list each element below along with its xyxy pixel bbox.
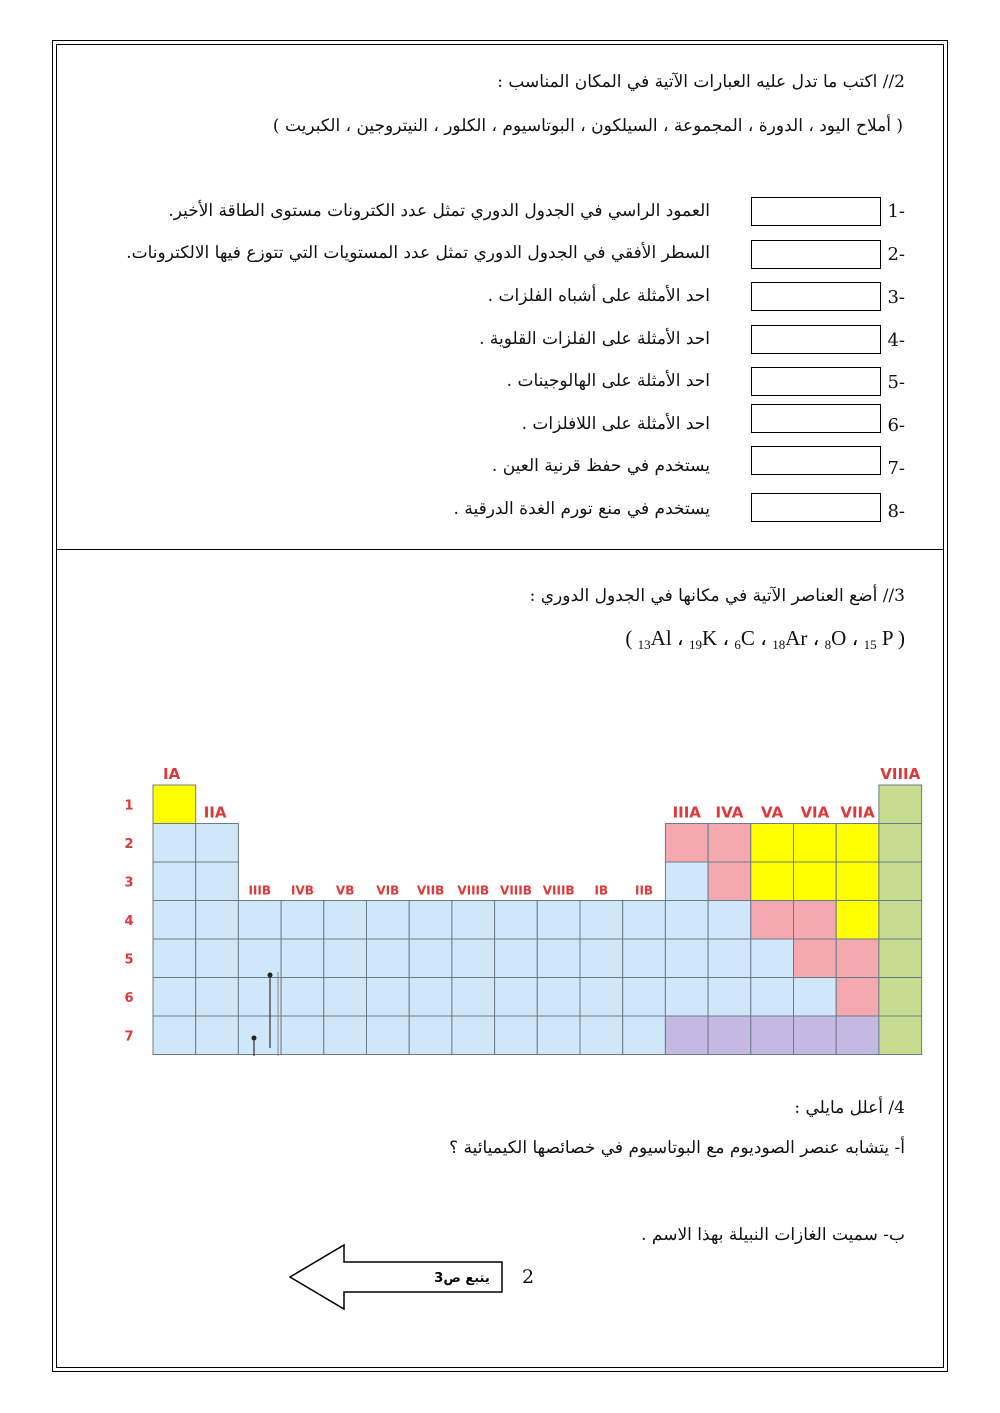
table-cell[interactable] <box>196 824 239 863</box>
table-cell[interactable] <box>580 1016 623 1055</box>
table-cell[interactable] <box>281 1016 324 1055</box>
element-al: $_{13}$Al <box>637 626 672 652</box>
table-cell[interactable] <box>751 1016 794 1055</box>
answer-box-1[interactable] <box>751 197 881 226</box>
table-cell[interactable] <box>367 1016 410 1055</box>
table-cell[interactable] <box>238 978 281 1017</box>
period-label: 5 <box>124 952 134 968</box>
group-label: VIIIB <box>500 883 532 898</box>
table-cell[interactable] <box>452 1016 495 1055</box>
table-cell[interactable] <box>367 901 410 940</box>
group-label: VIA <box>800 803 830 822</box>
table-cell[interactable] <box>751 824 794 863</box>
group-label: IB <box>594 883 609 898</box>
group-label: VIB <box>376 883 400 898</box>
period-label: 7 <box>124 1029 134 1045</box>
table-cell[interactable] <box>836 939 879 978</box>
table-cell[interactable] <box>879 824 922 863</box>
group-label: VIIIB <box>457 883 490 898</box>
table-cell[interactable] <box>708 939 751 978</box>
table-cell[interactable] <box>879 862 922 901</box>
table-cell[interactable] <box>324 939 367 978</box>
item-number: 8- <box>887 501 905 522</box>
table-cell[interactable] <box>324 901 367 940</box>
table-cell[interactable] <box>153 978 196 1017</box>
series-marker-dot <box>268 973 273 978</box>
table-cell[interactable] <box>794 939 837 978</box>
table-cell[interactable] <box>537 939 580 978</box>
paren-close: ( <box>625 626 633 650</box>
item-text: يستخدم في منع تورم الغدة الدرقية . <box>453 499 710 519</box>
table-cell[interactable] <box>836 824 879 863</box>
table-cell[interactable] <box>580 939 623 978</box>
table-cell[interactable] <box>665 824 708 863</box>
table-cell[interactable] <box>879 939 922 978</box>
separator: ، <box>851 626 859 650</box>
group-label: IIB <box>635 883 654 898</box>
table-cell[interactable] <box>495 1016 538 1055</box>
table-cell[interactable] <box>879 978 922 1017</box>
table-cell[interactable] <box>623 901 666 940</box>
table-cell[interactable] <box>751 939 794 978</box>
table-cell[interactable] <box>367 939 410 978</box>
table-cell[interactable] <box>879 901 922 940</box>
q4-item-a: أ- يتشابه عنصر الصوديوم مع البوتاسيوم في خصائصها الكيميائية ؟ <box>449 1138 905 1158</box>
table-cell[interactable] <box>409 1016 452 1055</box>
period-label: 6 <box>124 990 134 1006</box>
table-cell[interactable] <box>196 862 239 901</box>
table-cell[interactable] <box>281 939 324 978</box>
table-cell[interactable] <box>537 901 580 940</box>
answer-box-2[interactable] <box>751 240 881 269</box>
table-cell[interactable] <box>367 978 410 1017</box>
q3-title: 3// أضع العناصر الآتية في مكانها في الجدول الدوري : <box>529 586 905 606</box>
item-number: 4- <box>887 330 905 351</box>
period-label: 1 <box>124 798 134 814</box>
table-cell[interactable] <box>324 978 367 1017</box>
element-ar: $_{18}$Ar <box>772 626 808 652</box>
group-label: VIIB <box>416 883 445 898</box>
table-cell[interactable] <box>879 1016 922 1055</box>
item-text: احد الأمثلة على أشباه الفلزات . <box>487 286 710 306</box>
table-cell[interactable] <box>751 901 794 940</box>
table-cell[interactable] <box>794 862 837 901</box>
table-cell[interactable] <box>153 824 196 863</box>
group-label: IA <box>163 765 181 783</box>
item-text: احد الأمثلة على الفلزات القلوية . <box>479 329 710 349</box>
table-cell[interactable] <box>665 939 708 978</box>
table-cell[interactable] <box>836 978 879 1017</box>
table-cell[interactable] <box>196 1016 239 1055</box>
table-cell[interactable] <box>708 901 751 940</box>
item-text: يستخدم في حفظ قرنية العين . <box>491 456 710 476</box>
table-cell[interactable] <box>708 978 751 1017</box>
item-number: 2- <box>887 244 905 265</box>
table-cell[interactable] <box>665 1016 708 1055</box>
table-cell[interactable] <box>708 1016 751 1055</box>
table-cell[interactable] <box>281 978 324 1017</box>
table-cell[interactable] <box>324 1016 367 1055</box>
q4-item-b: ب- سميت الغازات النبيلة بهذا الاسم . <box>641 1225 905 1245</box>
table-cell[interactable] <box>452 978 495 1017</box>
table-cell[interactable] <box>495 901 538 940</box>
group-label: VIIIB <box>542 883 575 898</box>
table-cell[interactable] <box>153 1016 196 1055</box>
table-cell[interactable] <box>153 939 196 978</box>
item-text: العمود الراسي في الجدول الدوري تمثل عدد الكترونات مستوى الطاقة الأخير. <box>168 201 710 221</box>
table-cell[interactable] <box>409 978 452 1017</box>
table-cell[interactable] <box>665 901 708 940</box>
element-k: $_{19}$K <box>688 626 718 652</box>
group-label: IIA <box>203 803 227 822</box>
group-label: VA <box>761 803 784 822</box>
separator: ، <box>722 626 730 650</box>
table-cell[interactable] <box>452 901 495 940</box>
item-number: 6- <box>887 415 905 436</box>
table-cell[interactable] <box>196 939 239 978</box>
element-p: $_{15}$ P <box>863 626 893 652</box>
item-text: السطر الأفقي في الجدول الدوري تمثل عدد المستويات التي تتوزع فيها الالكترونات. <box>126 243 710 263</box>
item-number: 1- <box>887 201 905 222</box>
table-cell[interactable] <box>751 978 794 1017</box>
table-cell[interactable] <box>153 901 196 940</box>
item-number: 3- <box>887 287 905 308</box>
table-cell[interactable] <box>153 862 196 901</box>
section-divider <box>56 549 944 550</box>
table-cell[interactable] <box>580 901 623 940</box>
table-cell[interactable] <box>409 939 452 978</box>
table-cell[interactable] <box>623 978 666 1017</box>
table-cell[interactable] <box>452 939 495 978</box>
separator: ، <box>676 626 684 650</box>
item-number: 7- <box>887 458 905 479</box>
answer-box-4[interactable] <box>751 325 881 354</box>
table-cell[interactable] <box>623 1016 666 1055</box>
separator: ، <box>812 626 820 650</box>
table-cell[interactable] <box>537 978 580 1017</box>
table-cell[interactable] <box>879 785 922 824</box>
table-cell[interactable] <box>794 901 837 940</box>
table-cell[interactable] <box>836 901 879 940</box>
group-label: IVA <box>715 803 744 822</box>
table-cell[interactable] <box>537 1016 580 1055</box>
paren-open: ) <box>898 626 905 650</box>
item-number: 5- <box>887 372 905 393</box>
element-list <box>625 626 905 653</box>
answer-box-7[interactable] <box>751 446 881 475</box>
answer-box-6[interactable] <box>751 404 881 433</box>
period-label: 4 <box>124 913 134 929</box>
table-cell[interactable] <box>196 978 239 1017</box>
table-cell[interactable] <box>836 1016 879 1055</box>
answer-box-8[interactable] <box>751 493 881 522</box>
table-cell[interactable] <box>495 939 538 978</box>
separator: ، <box>760 626 767 650</box>
table-cell[interactable] <box>794 824 837 863</box>
group-label: IIIA <box>672 803 701 822</box>
table-cell[interactable] <box>238 939 281 978</box>
page-number: 2 <box>522 1266 535 1288</box>
table-cell[interactable] <box>238 901 281 940</box>
table-cell[interactable] <box>794 978 837 1017</box>
table-cell[interactable] <box>794 1016 837 1055</box>
table-cell[interactable] <box>281 901 324 940</box>
table-cell[interactable] <box>153 785 196 824</box>
answer-box-5[interactable] <box>751 367 881 396</box>
table-cell[interactable] <box>708 824 751 863</box>
group-label: VIIIA <box>880 765 921 783</box>
period-label: 2 <box>124 836 134 852</box>
table-cell[interactable] <box>238 1016 281 1055</box>
q2-title: 2// اكتب ما تدل عليه العبارات الآتية في المكان المناسب : <box>497 72 905 92</box>
period-label: 3 <box>124 875 134 891</box>
table-cell[interactable] <box>665 978 708 1017</box>
periodic-table <box>112 760 932 1060</box>
element-o: $_8$O <box>824 626 847 652</box>
element-c: $_6$C <box>734 626 755 652</box>
table-cell[interactable] <box>196 901 239 940</box>
series-marker-dot <box>252 1036 257 1041</box>
group-label: IVB <box>290 883 314 898</box>
table-cell[interactable] <box>495 978 538 1017</box>
table-cell[interactable] <box>580 978 623 1017</box>
next-page-label: يتبع ص3 <box>434 1271 490 1286</box>
q4-title: 4/ أعلل مايلي : <box>794 1098 905 1118</box>
table-cell[interactable] <box>623 939 666 978</box>
item-text: احد الأمثلة على الهالوجينات . <box>506 371 710 391</box>
group-label: VB <box>335 883 355 898</box>
group-label: IIIB <box>248 883 272 898</box>
item-text: احد الأمثلة على اللافلزات . <box>521 414 710 434</box>
table-cell[interactable] <box>665 862 708 901</box>
table-cell[interactable] <box>409 901 452 940</box>
next-page-arrow <box>286 1242 516 1312</box>
group-label: VIIA <box>840 803 875 822</box>
table-cell[interactable] <box>836 862 879 901</box>
table-cell[interactable] <box>751 862 794 901</box>
table-cell[interactable] <box>708 862 751 901</box>
q2-choices: ( أملاح اليود ، الدورة ، المجموعة ، السيلكون ، البوتاسيوم ، الكلور ، النيتروجين ، الكبريت ) <box>272 116 903 136</box>
answer-box-3[interactable] <box>751 282 881 311</box>
